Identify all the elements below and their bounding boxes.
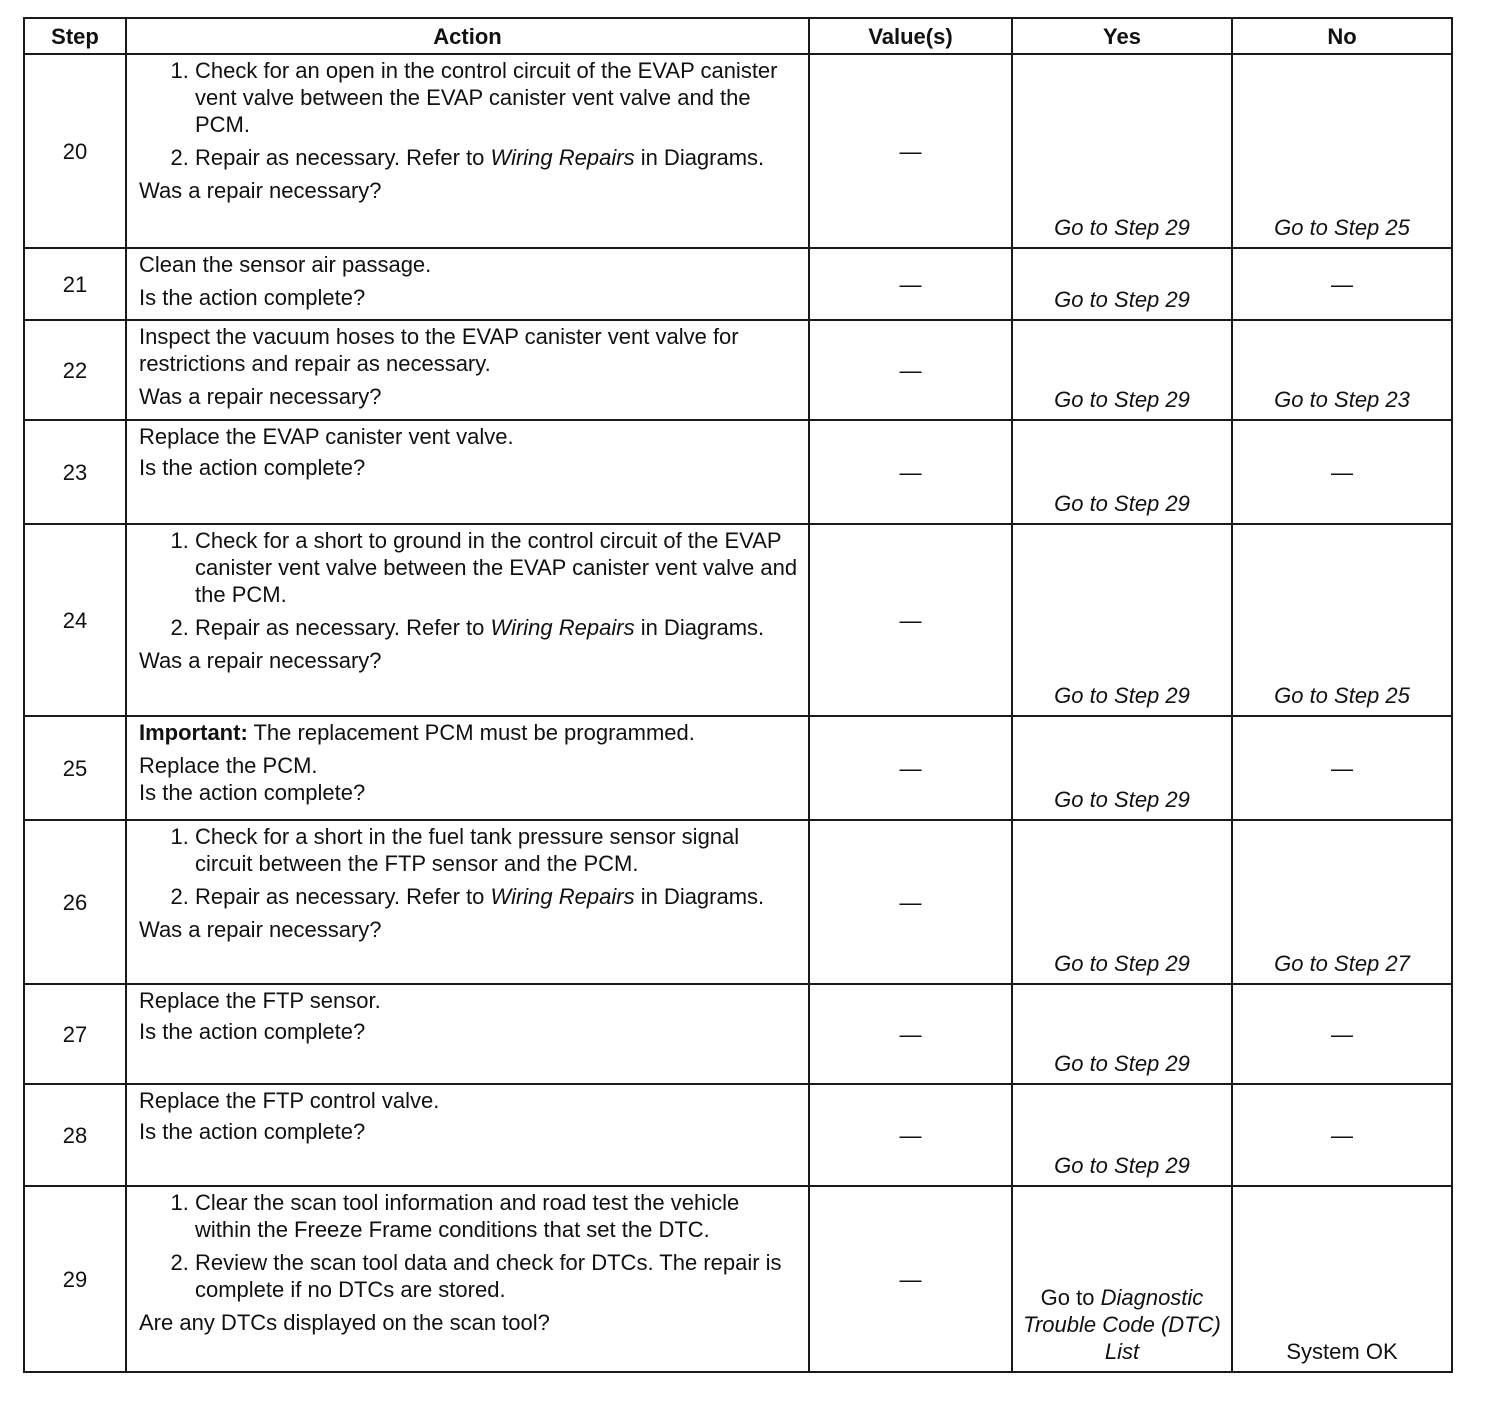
value-cell: — <box>809 820 1012 984</box>
no-result: — <box>1232 716 1452 820</box>
table-row <box>24 716 1452 820</box>
yes-result: Go to Step 29 <box>1012 820 1232 984</box>
step-number: 26 <box>24 820 126 984</box>
no-result: Go to Step 23 <box>1232 320 1452 420</box>
important-label: Important: <box>139 720 248 745</box>
step-text: Repair as necessary. Refer to <box>195 884 491 909</box>
step-number: 28 <box>24 1084 126 1186</box>
action-cell <box>126 54 809 248</box>
action-step-item <box>195 883 800 910</box>
table-row <box>24 984 1452 1084</box>
action-question: Is the action complete? <box>139 455 366 480</box>
action-cell <box>126 1084 809 1186</box>
action-cell <box>126 984 809 1084</box>
yes-result: Go to Step 29 <box>1012 320 1232 420</box>
action-step-item: 1. Check for a short in the fuel tank pressure sensor signal circuit between the FTP sensor and the PCM. <box>195 823 800 877</box>
table-row <box>24 320 1452 420</box>
action-text: Replace the EVAP canister vent valve. <box>139 424 514 449</box>
value-cell: — <box>809 420 1012 524</box>
action-question: Was a repair necessary? <box>139 384 382 409</box>
no-result: — <box>1232 1084 1452 1186</box>
diagnostic-table <box>23 17 1453 1373</box>
action-steps <box>139 527 800 641</box>
important-text: The replacement PCM must be programmed. <box>247 720 695 745</box>
step-number: 24 <box>24 524 126 716</box>
step-text: Repair as necessary. Refer to <box>195 145 491 170</box>
action-question: Was a repair necessary? <box>139 178 382 203</box>
step-text: in Diagrams. <box>634 615 765 640</box>
action-cell <box>126 320 809 420</box>
action-question: Is the action complete? <box>139 1119 366 1144</box>
value-cell: — <box>809 54 1012 248</box>
action-cell <box>126 524 809 716</box>
action-steps <box>139 823 800 910</box>
table-row <box>24 420 1452 524</box>
action-text: Replace the PCM. <box>139 753 318 778</box>
no-result: — <box>1232 420 1452 524</box>
action-question: Are any DTCs displayed on the scan tool? <box>139 1310 550 1335</box>
yes-result: Go to Step 29 <box>1012 54 1232 248</box>
action-step-item <box>195 144 800 171</box>
header-no: No <box>1232 18 1452 54</box>
no-result: System OK <box>1232 1186 1452 1372</box>
value-cell: — <box>809 320 1012 420</box>
yes-result: Go to Step 29 <box>1012 1084 1232 1186</box>
action-step-item: 1. Clear the scan tool information and road test the vehicle within the Freeze Frame conditions that set the DTC. <box>195 1189 800 1243</box>
action-cell <box>126 820 809 984</box>
wiring-repairs-reference: Wiring Repairs <box>490 615 635 640</box>
yes-result: Go to Step 29 <box>1012 420 1232 524</box>
step-number: 20 <box>24 54 126 248</box>
step-number: 25 <box>24 716 126 820</box>
action-question: Is the action complete? <box>139 780 366 805</box>
action-question: Is the action complete? <box>139 1019 366 1044</box>
header-values: Value(s) <box>809 18 1012 54</box>
action-step-item: 1. Check for an open in the control circuit of the EVAP canister vent valve between the EVAP canister vent valve and the PCM. <box>195 57 800 138</box>
step-text: in Diagrams. <box>634 145 765 170</box>
no-result: — <box>1232 984 1452 1084</box>
action-text: Inspect the vacuum hoses to the EVAP canister vent valve for restrictions and repair as necessary. <box>139 324 739 376</box>
no-result: Go to Step 27 <box>1232 820 1452 984</box>
dtc-list-link-text: Diagnostic Trouble Code (DTC) List <box>1023 1285 1221 1364</box>
action-step-item: 1. Check for a short to ground in the control circuit of the EVAP canister vent valve between the EVAP canister vent valve and the PCM. <box>195 527 800 608</box>
important-note <box>139 719 800 746</box>
action-text: Clean the sensor air passage. <box>139 252 432 277</box>
dtc-list-reference <box>1013 1284 1231 1365</box>
action-step-item <box>195 614 800 641</box>
action-cell <box>126 1186 809 1372</box>
yes-result: Go to Step 29 <box>1012 524 1232 716</box>
step-text: Repair as necessary. Refer to <box>195 615 491 640</box>
yes-result: Go to Step 29 <box>1012 984 1232 1084</box>
no-result: Go to Step 25 <box>1232 524 1452 716</box>
table-row <box>24 524 1452 716</box>
action-question: Was a repair necessary? <box>139 917 382 942</box>
value-cell: — <box>809 1186 1012 1372</box>
step-number: 27 <box>24 984 126 1084</box>
value-cell: — <box>809 984 1012 1084</box>
table-row <box>24 820 1452 984</box>
table-row <box>24 1084 1452 1186</box>
step-number: 22 <box>24 320 126 420</box>
yes-result <box>1012 1186 1232 1372</box>
value-cell: — <box>809 248 1012 320</box>
step-text: in Diagrams. <box>634 884 765 909</box>
action-step-item: 2. Review the scan tool data and check for DTCs. The repair is complete if no DTCs are stored. <box>195 1249 800 1303</box>
action-steps <box>139 57 800 171</box>
header-step: Step <box>24 18 126 54</box>
action-question: Was a repair necessary? <box>139 648 382 673</box>
action-text: Replace the FTP sensor. <box>139 988 381 1013</box>
step-number: 21 <box>24 248 126 320</box>
step-number: 23 <box>24 420 126 524</box>
go-to-text: Go to <box>1040 1285 1101 1310</box>
header-action: Action <box>126 18 809 54</box>
action-cell <box>126 248 809 320</box>
action-text: Replace the FTP control valve. <box>139 1088 440 1113</box>
action-cell <box>126 420 809 524</box>
value-cell: — <box>809 716 1012 820</box>
value-cell: — <box>809 1084 1012 1186</box>
header-row <box>24 18 1452 54</box>
table-row <box>24 54 1452 248</box>
table-row <box>24 248 1452 320</box>
action-cell <box>126 716 809 820</box>
action-question: Is the action complete? <box>139 285 366 310</box>
step-number: 29 <box>24 1186 126 1372</box>
header-yes: Yes <box>1012 18 1232 54</box>
yes-result: Go to Step 29 <box>1012 248 1232 320</box>
table-row <box>24 1186 1452 1372</box>
wiring-repairs-reference: Wiring Repairs <box>490 145 635 170</box>
action-steps <box>139 1189 800 1303</box>
no-result: Go to Step 25 <box>1232 54 1452 248</box>
value-cell: — <box>809 524 1012 716</box>
yes-result: Go to Step 29 <box>1012 716 1232 820</box>
wiring-repairs-reference: Wiring Repairs <box>490 884 635 909</box>
no-result: — <box>1232 248 1452 320</box>
